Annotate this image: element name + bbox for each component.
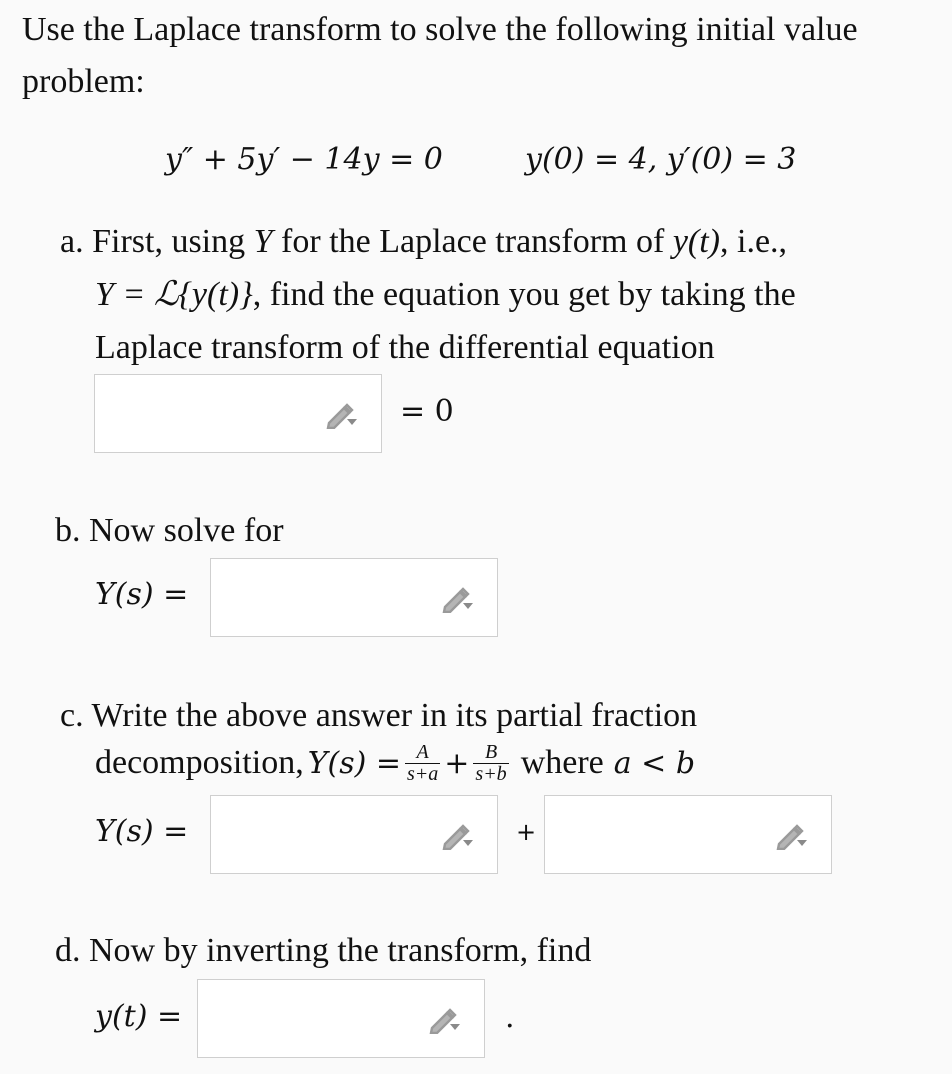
- part-a-answer-input[interactable]: [94, 374, 382, 453]
- part-a-Y: Y: [253, 223, 273, 260]
- part-c-fraction-B: [473, 742, 508, 785]
- part-c-decomp-label: decomposition,: [95, 744, 304, 782]
- part-a-line-3: Laplace transform of the differential equation: [95, 329, 715, 366]
- part-a-equals-zero: = 0: [400, 394, 454, 429]
- part-a-line-2: [95, 275, 796, 316]
- part-b-answer-input[interactable]: [210, 558, 498, 637]
- intro-line-1: Use the Laplace transform to solve the following initial value: [22, 11, 858, 48]
- part-c-plus-sign: +: [444, 745, 470, 781]
- part-d-label: d. Now by inverting the transform, find: [55, 932, 592, 969]
- part-b-lhs: Y(s) =: [95, 577, 189, 612]
- part-a-mid: for the Laplace transform of: [272, 223, 673, 260]
- part-c-answer-input-2[interactable]: [544, 795, 832, 874]
- part-c-where: where: [520, 744, 604, 782]
- part-a-yt: y(t): [672, 223, 720, 260]
- fraction-B-numerator: B: [473, 742, 508, 764]
- ivp-initial-conditions: y(0) = 4, y′(0) = 3: [525, 142, 797, 177]
- part-c-answer-input-1[interactable]: [210, 795, 498, 874]
- fraction-B-denominator: s+b: [475, 763, 507, 785]
- pencil-icon[interactable]: [439, 820, 473, 850]
- part-c-decomp-lhs: Y(s) =: [307, 745, 401, 781]
- part-d-lhs: y(t) =: [95, 999, 183, 1034]
- pencil-icon[interactable]: [323, 399, 357, 429]
- part-a-prefix: a. First, using: [60, 223, 254, 260]
- fraction-A-numerator: A: [405, 742, 440, 764]
- part-c-box-plus: +: [516, 818, 537, 846]
- pencil-icon[interactable]: [439, 583, 473, 613]
- intro-line-2: problem:: [22, 63, 145, 100]
- part-d-period: .: [505, 1000, 515, 1035]
- ivp-equation: y″ + 5y′ − 14y = 0: [165, 142, 443, 177]
- part-c-line-1: c. Write the above answer in its partial fraction: [60, 697, 698, 734]
- part-c-line-2: [95, 742, 695, 785]
- part-a-line-1: [60, 222, 787, 263]
- part-b-label: b. Now solve for: [55, 512, 284, 549]
- pencil-icon[interactable]: [426, 1004, 460, 1034]
- pencil-icon[interactable]: [773, 820, 807, 850]
- part-c-fraction-A: [405, 742, 440, 785]
- part-d-answer-input[interactable]: [197, 979, 485, 1058]
- part-a-suffix: , i.e.,: [720, 223, 788, 260]
- part-c-lhs: Y(s) =: [95, 814, 189, 849]
- fraction-A-denominator: s+a: [406, 763, 439, 785]
- part-c-condition: a < b: [613, 745, 696, 781]
- part-a-laplace-def: Y = ℒ{y(t)}: [95, 276, 253, 313]
- part-a-line-2-text: , find the equation you get by taking the: [252, 276, 796, 313]
